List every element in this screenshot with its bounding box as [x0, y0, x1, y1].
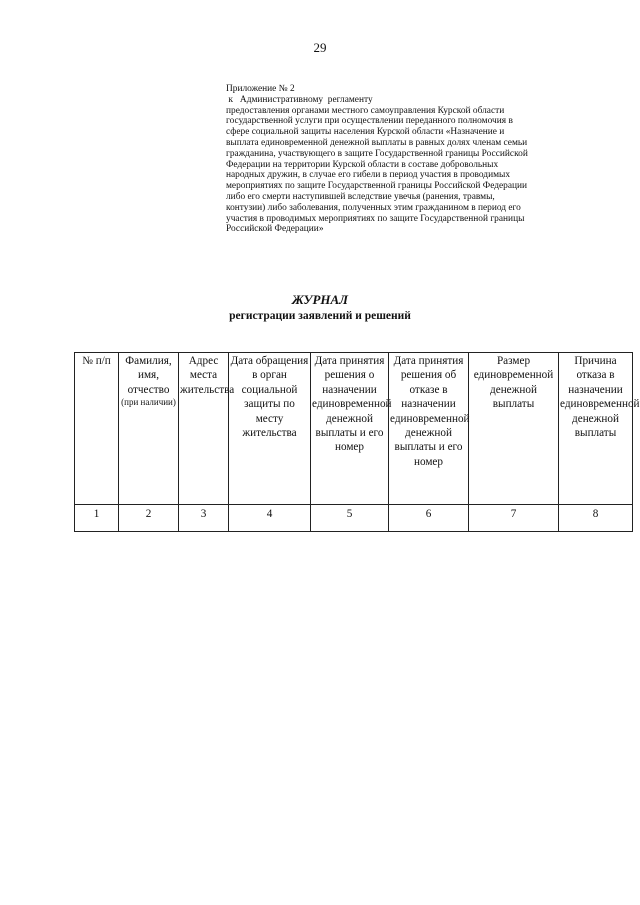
- column-number: 8: [559, 505, 633, 532]
- appendix-line: государственной услуги при осуществлении переданного полномочия в: [226, 116, 513, 127]
- journal-title: ЖУРНАЛ: [291, 292, 349, 307]
- appendix-line: народных дружин, в случае его гибели в период участия в проводимых: [226, 170, 511, 181]
- column-number: 6: [389, 505, 469, 532]
- column-number: 5: [311, 505, 389, 532]
- column-header: № п/п: [75, 353, 119, 505]
- appendix-line: Федерации на территории Курской области в составе добровольных: [226, 159, 499, 170]
- registration-table: [74, 352, 640, 532]
- appendix-line: либо его смерти наступившей вследствие увечья (ранения, травмы,: [226, 191, 495, 202]
- appendix-line: к Административному регламенту: [226, 94, 373, 105]
- column-header: Причина отказа в назначении единовременной денежной выплаты: [559, 353, 633, 505]
- appendix-caption: [226, 84, 586, 235]
- column-number: 3: [179, 505, 229, 532]
- journal-subtitle: регистрации заявлений и решений: [229, 310, 411, 322]
- appendix-line: предоставления органами местного самоуправления Курской области: [226, 105, 505, 116]
- column-header-note: (при наличии): [121, 397, 176, 408]
- column-number: 2: [119, 505, 179, 532]
- appendix-line: выплата единовременной денежной выплаты в равных долях членам семьи: [226, 137, 528, 148]
- page-number: 29: [313, 40, 327, 55]
- appendix-line: контузии) либо заболевания, полученных этим гражданином в период его: [226, 202, 521, 213]
- appendix-line: Российской Федерации»: [226, 224, 324, 235]
- column-header: Адрес места жительства: [179, 353, 229, 505]
- column-number: 4: [229, 505, 311, 532]
- column-header: Дата принятия решения об отказе в назначении единовременной денежной выплаты и его номер: [389, 353, 469, 505]
- column-number: 7: [469, 505, 559, 532]
- column-number-row: [75, 505, 633, 532]
- appendix-line: участия в проводимых мероприятиях по защите Государственной границы: [226, 213, 525, 224]
- table-header-row: [75, 353, 633, 505]
- column-header: Дата принятия решения о назначении единовременной денежной выплаты и его номер: [311, 353, 389, 505]
- appendix-line: мероприятиях по защите Государственной границы Российской Федерации: [226, 181, 528, 192]
- column-header: Дата обращения в орган социальной защиты по месту жительства: [229, 353, 311, 505]
- appendix-line: сфере социальной защиты населения Курской области «Назначение и: [226, 127, 505, 138]
- appendix-line: Приложение № 2: [226, 84, 295, 94]
- appendix-line: гражданина, участвующего в защите Государственной границы Российской: [226, 148, 528, 159]
- column-header: Фамилия, имя, отчество (при наличии): [119, 353, 179, 505]
- column-number: 1: [75, 505, 119, 532]
- column-header: Размер единовременной денежной выплаты: [469, 353, 559, 505]
